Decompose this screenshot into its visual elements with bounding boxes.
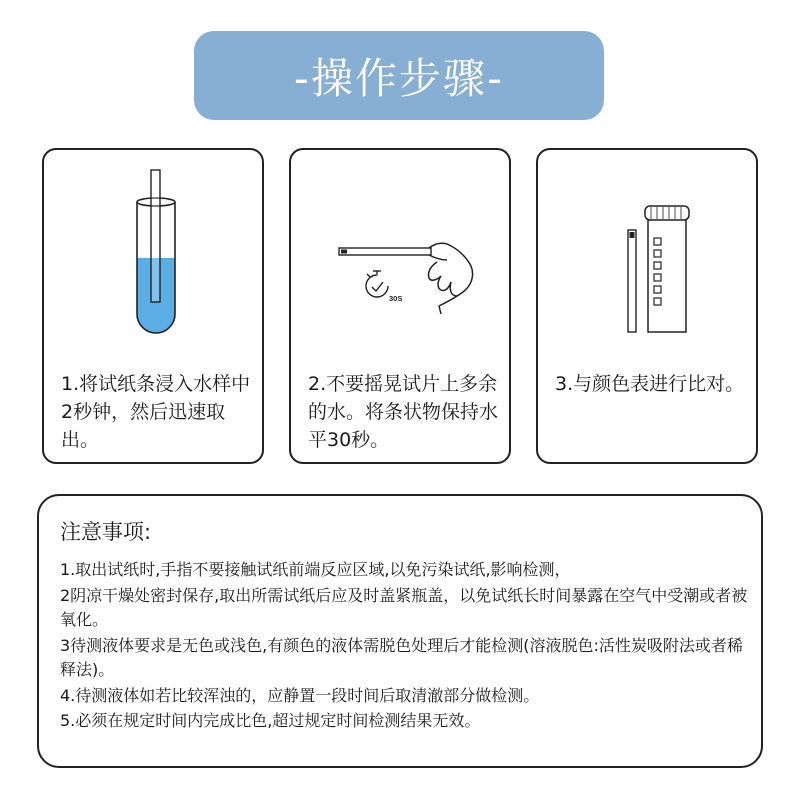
note-item-4: 4.待测液体如若比较浑浊的，应静置一段时间后取清澈部分做检测。 (60, 685, 540, 705)
stopwatch-icon (366, 271, 388, 297)
note-item-1: 1.取出试纸时,手指不要接触试纸前端反应区域,以免污染试纸,影响检测， (60, 560, 571, 579)
color-chart-bottle-icon (538, 150, 756, 350)
step-1-text: 1.将试纸条浸入水样中2秒钟，然后迅速取出。 (61, 373, 251, 451)
page-title: -操作步骤- (293, 53, 505, 103)
notes-box (37, 494, 763, 768)
notes-list (60, 558, 750, 735)
timer-label: 30S (389, 294, 403, 303)
title-banner (194, 31, 604, 120)
step-2-text: 2.不要摇晃试片上多余的水。将条状物保持水平30秒。 (308, 373, 499, 451)
notes-title: 注意事项: (60, 520, 152, 544)
step-card-3 (536, 148, 758, 464)
note-item-3: 3待测液体要求是无色或浅色,有颜色的液体需脱色处理后才能检测(溶液脱色:活性炭吸附法或者稀释法)。 (60, 635, 743, 679)
test-tube-with-strip-icon (44, 150, 262, 350)
step-card-2 (289, 148, 511, 464)
note-item-2: 2阴凉干燥处密封保存,取出所需试纸后应及时盖紧瓶盖，以免试纸长时间暴露在空气中受潮或者被氧化。 (60, 585, 748, 629)
note-item-5: 5.必须在规定时间内完成比色,超过规定时间检测结果无效。 (60, 711, 481, 730)
step-3-text: 3.与颜色表进行比对。 (555, 373, 745, 395)
step-card-1 (42, 148, 264, 464)
hand-holding-strip-icon (291, 150, 509, 350)
